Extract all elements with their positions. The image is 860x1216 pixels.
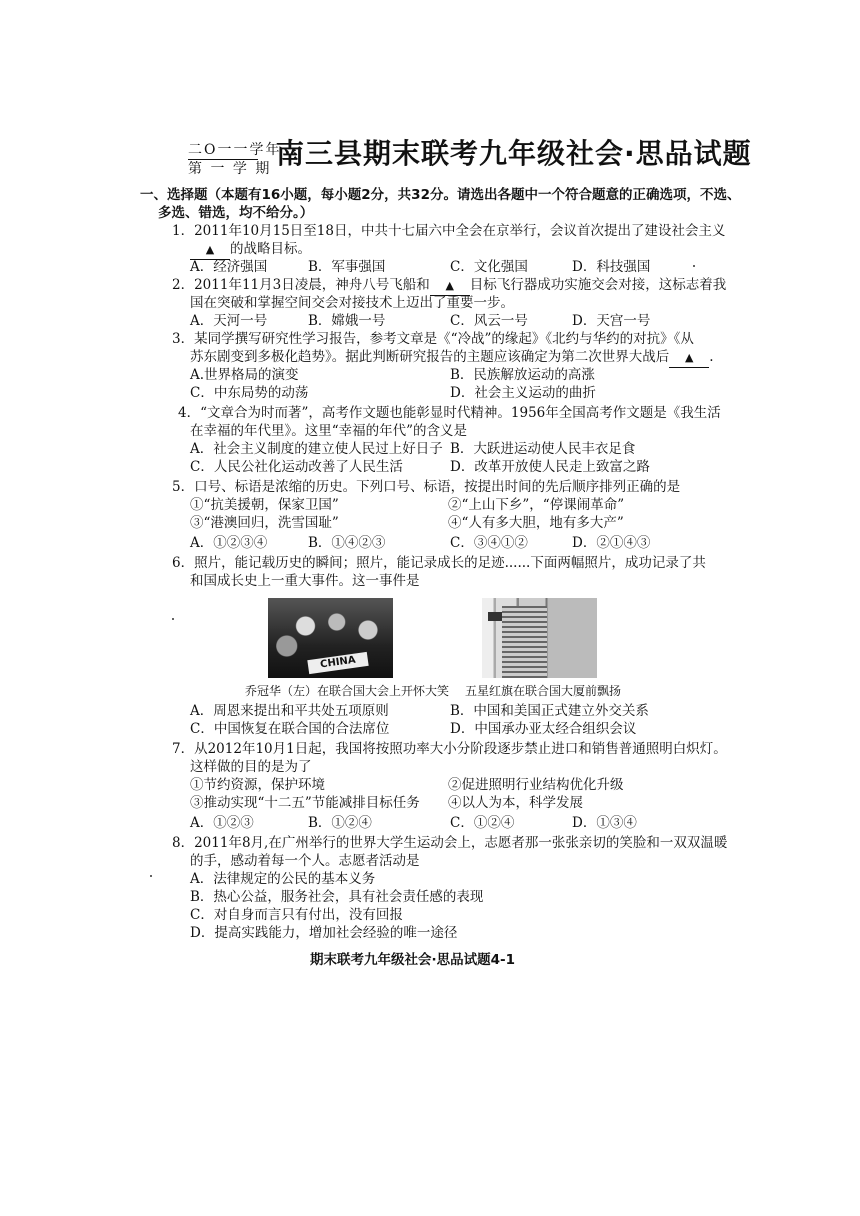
question-7: 7．从2012年10月1日起，我国将按照功率大小分阶段逐步禁止进口和销售普通照明白炽灯。 <box>172 741 727 757</box>
question-3: 3．某同学撰写研究性学习报告，参考文章是《“冷战”的缘起》《北约与华约的对抗》《从 <box>172 331 694 347</box>
question-4-cont: 在幸福的年代里》。这里“幸福的年代”的含义是 <box>190 423 468 439</box>
page-footer: 期末联考九年级社会·思品试题4-1 <box>310 952 516 968</box>
semester-label: 第 一 学 期 <box>188 161 272 177</box>
section-heading-cont: 多选、错选，均不给分。） <box>158 205 314 221</box>
option: B．大跃进运动使人民丰衣足食 <box>450 441 636 457</box>
answer-blank: ▲ <box>190 241 230 260</box>
option: B．①②④ <box>308 815 372 831</box>
option: D．天宫一号 <box>572 313 651 329</box>
option: D．中国承办亚太经合组织会议 <box>450 721 637 737</box>
statement-item: ③推动实现“十二五”节能减排目标任务 <box>190 795 420 811</box>
un-building-image <box>502 606 547 678</box>
statement-item: ③“港澳回归，洗雪国耻” <box>190 515 339 531</box>
question-1-cont: ▲ 的战略目标。 <box>190 240 311 260</box>
option: A．法律规定的公民的基本义务 <box>190 871 376 887</box>
option: C．③④①② <box>450 535 528 551</box>
statement-item: ①节约资源，保护环境 <box>190 777 325 793</box>
option: A．经济强国 <box>190 259 268 275</box>
option: A．天河一号 <box>190 313 268 329</box>
option: C．①②④ <box>450 815 515 831</box>
option: B．军事强国 <box>308 259 386 275</box>
option: A.世界格局的演变 <box>190 367 299 383</box>
year-label: 二O一一学年 <box>188 142 282 158</box>
statement-item: ④以人为本，科学发展 <box>448 795 583 811</box>
statement-item: ②“上山下乡”，“停课闹革命” <box>448 497 625 513</box>
un-flag-photo <box>482 598 597 678</box>
scan-speck <box>172 618 174 620</box>
question-2: 2．2011年11月3日凌晨，神舟八号飞船和 ▲ 目标飞行器成功实施交会对接，这标志着我 <box>172 276 726 296</box>
divider <box>188 159 258 160</box>
term-label <box>188 142 282 177</box>
option: D．社会主义运动的曲折 <box>450 385 596 401</box>
option: B．中国和美国正式建立外交关系 <box>450 703 649 719</box>
section-heading: 一、选择题（本题有16小题，每小题2分，共32分。请选出各题中一个符合题意的正确选项，不选、 <box>140 187 741 203</box>
option: B．①④②③ <box>308 535 386 551</box>
answer-blank: ▲ <box>430 277 470 296</box>
option: A．周恩来提出和平共处五项原则 <box>190 703 389 719</box>
un-assembly-photo <box>268 598 393 678</box>
question-3-cont: 苏东剧变到多极化趋势》。据此判断研究报告的主题应该确定为第二次世界大战后 ▲ . <box>190 348 714 368</box>
question-2-cont: 国在突破和掌握空间交会对接技术上迈出了重要一步。 <box>190 295 514 311</box>
photo-caption: 五星红旗在联合国大厦前飘扬 <box>465 684 622 698</box>
option: C．文化强国 <box>450 259 528 275</box>
option: C．中国恢复在联合国的合法席位 <box>190 721 390 737</box>
option: C．对自身而言只有付出，没有回报 <box>190 907 403 923</box>
flag-icon <box>488 612 502 621</box>
question-5: 5．口号、标语是浓缩的历史。下列口号、标语，按提出时间的先后顺序排列正确的是 <box>172 479 681 495</box>
option: D．科技强国 <box>572 259 651 275</box>
option: B．热心公益，服务社会，具有社会责任感的表现 <box>190 889 484 905</box>
option: C．中东局势的动荡 <box>190 385 309 401</box>
statement-item: ②促进照明行业结构优化升级 <box>448 777 624 793</box>
option: A．社会主义制度的建立使人民过上好日子 <box>190 441 443 457</box>
option: A．①②③④ <box>190 535 268 551</box>
question-7-cont: 这样做的目的是为了 <box>190 759 312 775</box>
china-nameplate: CHINA <box>307 652 368 674</box>
scan-speck <box>693 265 695 267</box>
statement-item: ①“抗美援朝，保家卫国” <box>190 497 339 513</box>
question-1: 1．2011年10月15日至18日，中共十七届六中全会在京举行，会议首次提出了建设社会主义 <box>172 223 726 239</box>
option: C．人民公社化运动改善了人民生活 <box>190 459 403 475</box>
option: B．民族解放运动的高涨 <box>450 367 595 383</box>
photo-caption: 乔冠华（左）在联合国大会上开怀大笑 <box>245 684 450 698</box>
page-title: 南三县期末联考九年级社会·思品试题 <box>276 137 752 170</box>
answer-blank: ▲ <box>669 349 709 368</box>
question-8-cont: 的手，感动着每一个人。志愿者活动是 <box>190 853 420 869</box>
scan-speck <box>150 875 152 877</box>
option: A．①②③ <box>190 815 254 831</box>
option: D．提高实践能力，增加社会经验的唯一途径 <box>190 925 458 941</box>
option: D．②①④③ <box>572 535 651 551</box>
question-6-cont: 和国成长史上一重大事件。这一事件是 <box>190 573 420 589</box>
option: D．改革开放使人民走上致富之路 <box>450 459 650 475</box>
option: D．①③④ <box>572 815 637 831</box>
question-6: 6．照片，能记载历史的瞬间；照片，能记录成长的足迹......下面两幅照片，成功记录了共 <box>172 555 706 571</box>
question-4: 4．“文章合为时而著”，高考作文题也能彰显时代精神。1956年全国高考作文题是《我生活 <box>178 405 721 421</box>
option: B．嫦娥一号 <box>308 313 386 329</box>
option: C．风云一号 <box>450 313 528 329</box>
question-8: 8．2011年8月,在广州举行的世界大学生运动会上，志愿者那一张张亲切的笑脸和一双双温暖 <box>172 835 728 851</box>
statement-item: ④“人有多大胆，地有多大产” <box>448 515 624 531</box>
